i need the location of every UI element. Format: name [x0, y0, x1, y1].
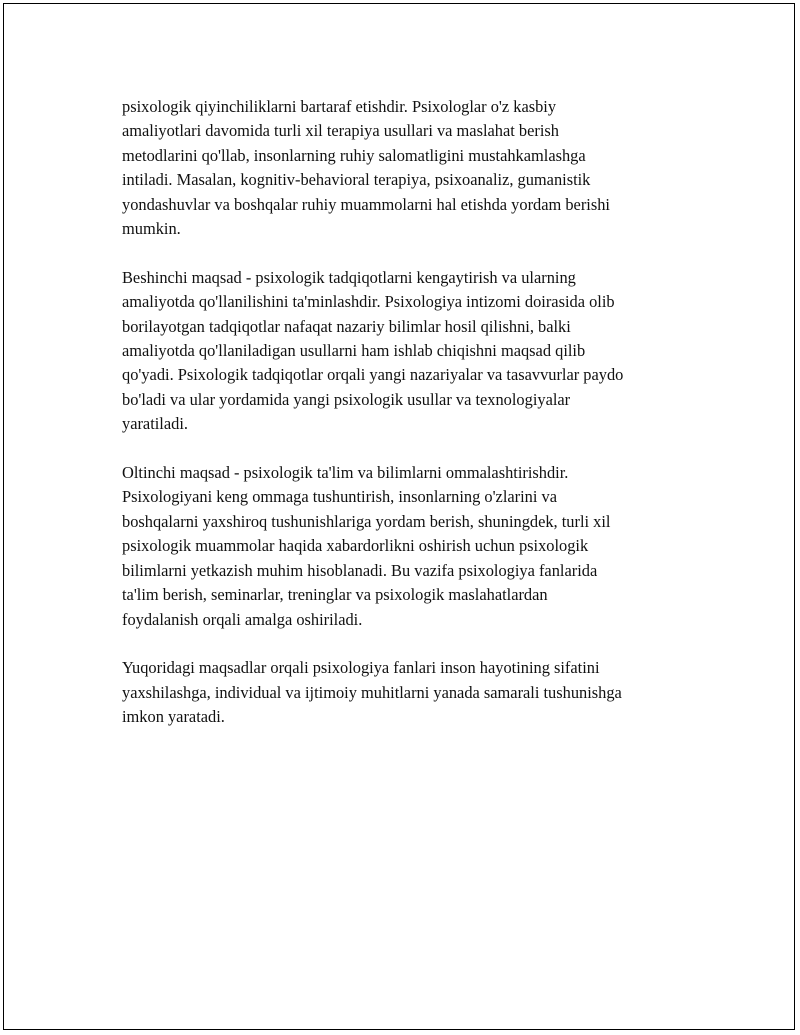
text-line: ta'lim berish, seminarlar, treninglar va psixologik maslahatlardan [122, 585, 548, 605]
text-line: Psixologiyani keng ommaga tushuntirish, insonlarning o'zlarini va [122, 487, 557, 507]
text-line: amaliyotda qo'llaniladigan usullarni ham ishlab chiqishni maqsad qilib [122, 341, 586, 361]
paragraph [122, 266, 712, 437]
text-line: Yuqoridagi maqsadlar orqali psixologiya fanlari inson hayotining sifatini [122, 658, 600, 678]
text-line: yondashuvlar va boshqalar ruhiy muammolarni hal etishda yordam berishi [122, 194, 610, 214]
text-line: qo'yadi. Psixologik tadqiqotlar orqali yangi nazariyalar va tasavvurlar paydo [122, 365, 624, 385]
text-line: bo'ladi va ular yordamida yangi psixologik usullar va texnologiyalar [122, 389, 571, 409]
text-line: mumkin. [122, 219, 181, 239]
text-line: Beshinchi maqsad - psixologik tadqiqotlarni kengaytirish va ularning [122, 267, 576, 287]
text-line: amaliyotlari davomida turli xil terapiya usullari va maslahat berish [122, 121, 559, 141]
paragraph [122, 461, 712, 632]
text-line: boshqalarni yaxshiroq tushunishlariga yordam berish, shuningdek, turli xil [122, 511, 611, 531]
text-line: Oltinchi maqsad - psixologik ta'lim va bilimlarni ommalashtirishdir. [122, 463, 569, 483]
document-page [3, 3, 795, 1030]
text-line: amaliyotda qo'llanilishini ta'minlashdir. Psixologiya intizomi doirasida olib [122, 292, 615, 312]
text-line: psixologik qiyinchiliklarni bartaraf etishdir. Psixologlar o'z kasbiy [122, 97, 557, 116]
text-line: psixologik muammolar haqida xabardorlikni oshirish uchun psixologik [122, 536, 589, 556]
text-line: yaratiladi. [122, 414, 188, 434]
text-line: bilimlarni yetkazish muhim hisoblanadi. Bu vazifa psixologiya fanlarida [122, 560, 598, 580]
text-line: yaxshilashga, individual va ijtimoiy muhitlarni yanada samarali tushunishga [122, 682, 622, 702]
text-line: metodlarini qo'llab, insonlarning ruhiy salomatligini mustahkamlashga [122, 145, 586, 165]
text-line: foydalanish orqali amalga oshiriladi. [122, 609, 363, 629]
paragraph [122, 656, 712, 729]
document-body [122, 95, 712, 754]
text-line: intiladi. Masalan, kognitiv-behavioral terapiya, psixoanaliz, gumanistik [122, 170, 591, 190]
paragraph [122, 95, 712, 241]
text-line: imkon yaratadi. [122, 707, 225, 727]
text-line: borilayotgan tadqiqotlar nafaqat nazariy bilimlar hosil qilishni, balki [122, 316, 571, 336]
